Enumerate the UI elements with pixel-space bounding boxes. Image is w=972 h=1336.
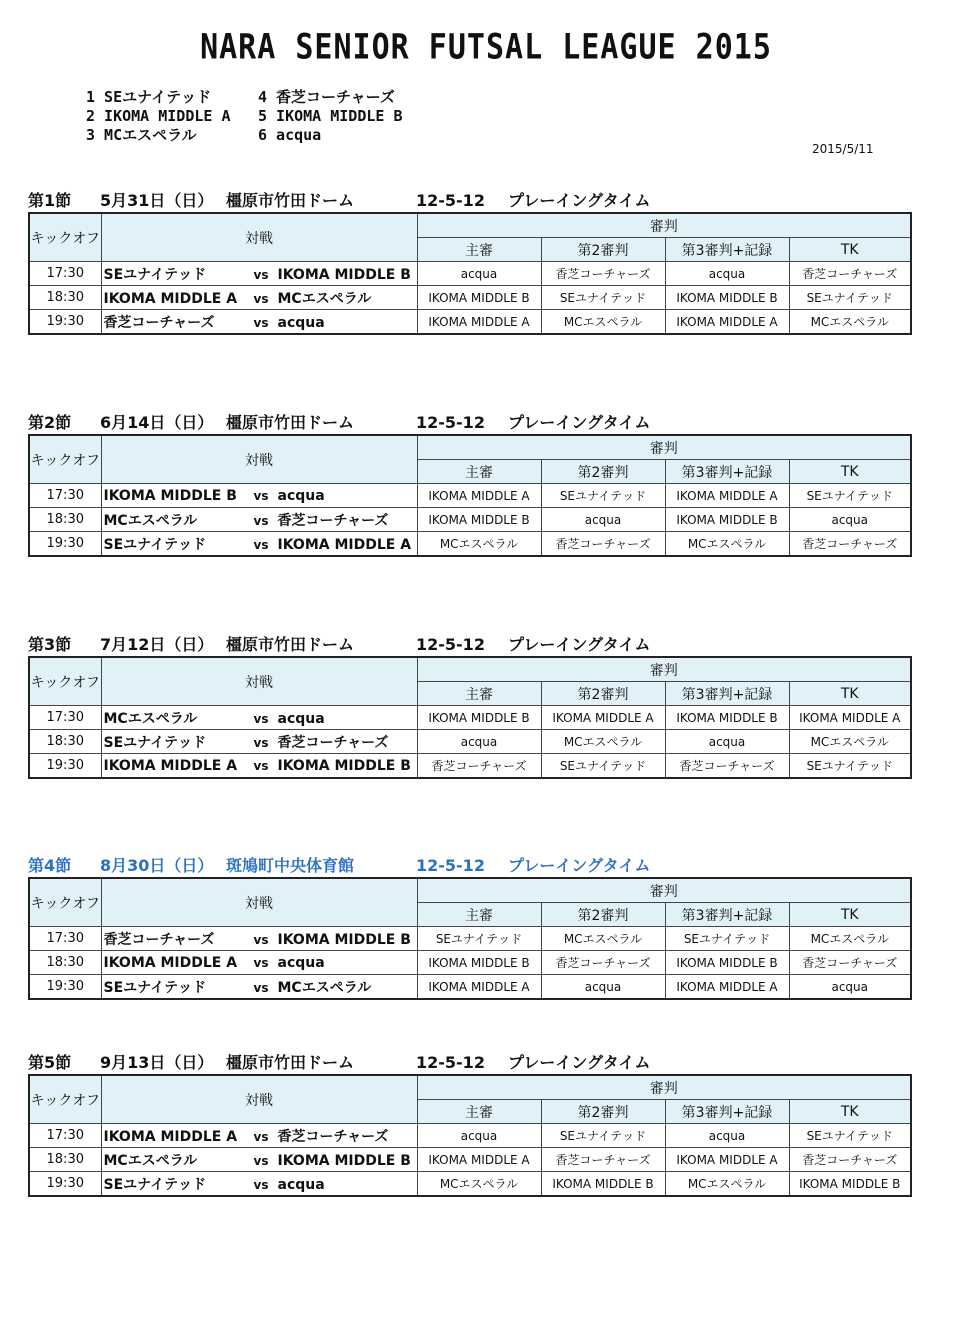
- main-referee: IKOMA MIDDLE B: [417, 706, 541, 730]
- home-team: MCエスペラル: [103, 512, 198, 529]
- third-referee: IKOMA MIDDLE B: [665, 508, 789, 532]
- table-row: [29, 927, 911, 951]
- away-team: IKOMA MIDDLE B: [277, 931, 411, 948]
- round-date: 6月14日（日）: [100, 413, 214, 432]
- away-team: IKOMA MIDDLE B: [277, 1152, 411, 1169]
- table-row: [29, 951, 911, 975]
- main-ref-header: 主審: [417, 238, 541, 262]
- tk-official: 香芝コーチャーズ: [789, 1148, 911, 1172]
- kickoff-header: キックオフ: [29, 878, 101, 927]
- main-ref-header: 主審: [417, 903, 541, 927]
- away-team: IKOMA MIDDLE B: [277, 266, 411, 283]
- main-ref-header: 主審: [417, 460, 541, 484]
- third-ref-header: 第3審判+記録: [665, 460, 789, 484]
- home-team: SEユナイテッド: [103, 536, 207, 553]
- vs-label: vs: [253, 932, 269, 947]
- second-referee: MCエスペラル: [541, 310, 665, 335]
- second-referee: IKOMA MIDDLE B: [541, 1172, 665, 1197]
- tk-header: TK: [789, 682, 911, 706]
- second-ref-header: 第2審判: [541, 1100, 665, 1124]
- match-cell: [101, 286, 417, 310]
- kickoff-header: キックオフ: [29, 657, 101, 706]
- team-list-right: [258, 88, 403, 145]
- third-referee: IKOMA MIDDLE A: [665, 1148, 789, 1172]
- round-number: 第1節: [28, 191, 72, 210]
- round-playtime: プレーイングタイム: [508, 856, 651, 875]
- main-referee: IKOMA MIDDLE B: [417, 951, 541, 975]
- home-team: 香芝コーチャーズ: [103, 314, 215, 331]
- kickoff-time: 19:30: [29, 1172, 101, 1197]
- kickoff-time: 17:30: [29, 706, 101, 730]
- third-referee: acqua: [665, 730, 789, 754]
- round-section: [28, 634, 910, 779]
- third-referee: IKOMA MIDDLE B: [665, 286, 789, 310]
- third-referee: 香芝コーチャーズ: [665, 754, 789, 779]
- third-referee: SEユナイテッド: [665, 927, 789, 951]
- third-ref-header: 第3審判+記録: [665, 238, 789, 262]
- second-referee: SEユナイテッド: [541, 754, 665, 779]
- table-row: [29, 262, 911, 286]
- round-header: [28, 1052, 910, 1074]
- round-header: [28, 634, 910, 656]
- vs-label: vs: [253, 735, 269, 750]
- tk-official: MCエスペラル: [789, 927, 911, 951]
- home-team: IKOMA MIDDLE A: [103, 1128, 238, 1145]
- third-referee: IKOMA MIDDLE B: [665, 951, 789, 975]
- second-referee: SEユナイテッド: [541, 286, 665, 310]
- header-row: [29, 878, 911, 903]
- kickoff-time: 17:30: [29, 484, 101, 508]
- away-team: IKOMA MIDDLE B: [277, 757, 411, 774]
- second-referee: IKOMA MIDDLE A: [541, 706, 665, 730]
- main-referee: IKOMA MIDDLE A: [417, 975, 541, 1000]
- home-team: 香芝コーチャーズ: [103, 931, 215, 948]
- away-team: 香芝コーチャーズ: [277, 512, 389, 529]
- kickoff-time: 18:30: [29, 1148, 101, 1172]
- vs-label: vs: [253, 267, 269, 282]
- main-ref-header: 主審: [417, 1100, 541, 1124]
- table-row: [29, 1172, 911, 1197]
- home-team: IKOMA MIDDLE A: [103, 757, 238, 774]
- home-team: MCエスペラル: [103, 710, 198, 727]
- home-team: IKOMA MIDDLE A: [103, 290, 238, 307]
- away-team: acqua: [277, 710, 325, 727]
- match-cell: [101, 310, 417, 335]
- schedule-table: [28, 877, 912, 1000]
- vs-label: vs: [253, 980, 269, 995]
- kickoff-time: 18:30: [29, 286, 101, 310]
- table-row: [29, 754, 911, 779]
- home-team: SEユナイテッド: [103, 1176, 207, 1193]
- referee-header: 審判: [417, 435, 911, 460]
- team-entry: 1 SEユナイテッド: [86, 88, 212, 106]
- third-referee: IKOMA MIDDLE A: [665, 310, 789, 335]
- referee-header: 審判: [417, 878, 911, 903]
- third-ref-header: 第3審判+記録: [665, 903, 789, 927]
- second-referee: SEユナイテッド: [541, 484, 665, 508]
- round-date: 5月31日（日）: [100, 191, 214, 210]
- tk-official: acqua: [789, 508, 911, 532]
- kickoff-header: キックオフ: [29, 1075, 101, 1124]
- team-entry: 2 IKOMA MIDDLE A: [86, 107, 231, 125]
- team-entry: 5 IKOMA MIDDLE B: [258, 107, 403, 125]
- match-cell: [101, 484, 417, 508]
- table-row: [29, 310, 911, 335]
- round-date: 8月30日（日）: [100, 856, 214, 875]
- home-team: IKOMA MIDDLE B: [103, 487, 237, 504]
- round-number: 第5節: [28, 1053, 72, 1072]
- round-playtime: プレーイングタイム: [508, 635, 651, 654]
- home-team: SEユナイテッド: [103, 266, 207, 283]
- second-referee: 香芝コーチャーズ: [541, 532, 665, 557]
- issue-date: 2015/5/11: [812, 142, 874, 156]
- team-entry: 4 香芝コーチャーズ: [258, 88, 395, 106]
- third-referee: MCエスペラル: [665, 532, 789, 557]
- main-referee: SEユナイテッド: [417, 927, 541, 951]
- kickoff-time: 17:30: [29, 927, 101, 951]
- vs-label: vs: [253, 1153, 269, 1168]
- header-row: [29, 657, 911, 682]
- round-section: [28, 190, 910, 335]
- kickoff-time: 19:30: [29, 754, 101, 779]
- second-ref-header: 第2審判: [541, 682, 665, 706]
- table-row: [29, 975, 911, 1000]
- home-team: SEユナイテッド: [103, 734, 207, 751]
- round-number: 第4節: [28, 856, 72, 875]
- table-row: [29, 508, 911, 532]
- match-cell: [101, 927, 417, 951]
- round-venue: 橿原市竹田ドーム: [226, 413, 355, 432]
- round-venue: 斑鳩町中央体育館: [226, 856, 355, 875]
- away-team: IKOMA MIDDLE A: [277, 536, 412, 553]
- round-venue: 橿原市竹田ドーム: [226, 635, 355, 654]
- kickoff-time: 18:30: [29, 508, 101, 532]
- round-number: 第2節: [28, 413, 72, 432]
- tk-official: SEユナイテッド: [789, 286, 911, 310]
- away-team: 香芝コーチャーズ: [277, 1128, 389, 1145]
- third-ref-header: 第3審判+記録: [665, 682, 789, 706]
- schedule-table: [28, 212, 912, 335]
- second-referee: SEユナイテッド: [541, 1124, 665, 1148]
- kickoff-time: 19:30: [29, 532, 101, 557]
- vs-label: vs: [253, 513, 269, 528]
- away-team: acqua: [277, 954, 325, 971]
- vs-label: vs: [253, 488, 269, 503]
- round-venue: 橿原市竹田ドーム: [226, 1053, 355, 1072]
- third-referee: IKOMA MIDDLE A: [665, 484, 789, 508]
- main-referee: IKOMA MIDDLE B: [417, 508, 541, 532]
- round-playtime: プレーイングタイム: [508, 191, 651, 210]
- tk-official: 香芝コーチャーズ: [789, 532, 911, 557]
- second-ref-header: 第2審判: [541, 460, 665, 484]
- second-ref-header: 第2審判: [541, 903, 665, 927]
- second-ref-header: 第2審判: [541, 238, 665, 262]
- kickoff-time: 19:30: [29, 310, 101, 335]
- main-referee: acqua: [417, 730, 541, 754]
- round-format: 12-5-12: [416, 856, 485, 875]
- kickoff-time: 18:30: [29, 951, 101, 975]
- away-team: acqua: [277, 1176, 325, 1193]
- third-ref-header: 第3審判+記録: [665, 1100, 789, 1124]
- match-cell: [101, 1124, 417, 1148]
- round-venue: 橿原市竹田ドーム: [226, 191, 355, 210]
- table-row: [29, 1124, 911, 1148]
- tk-header: TK: [789, 460, 911, 484]
- home-team: SEユナイテッド: [103, 979, 207, 996]
- second-referee: 香芝コーチャーズ: [541, 1148, 665, 1172]
- away-team: acqua: [277, 314, 325, 331]
- round-section: [28, 412, 910, 557]
- table-row: [29, 532, 911, 557]
- team-entry: 6 acqua: [258, 126, 322, 144]
- vs-label: vs: [253, 955, 269, 970]
- tk-header: TK: [789, 238, 911, 262]
- match-cell: [101, 730, 417, 754]
- match-cell: [101, 1148, 417, 1172]
- match-cell: [101, 1172, 417, 1197]
- tk-official: SEユナイテッド: [789, 484, 911, 508]
- round-date: 7月12日（日）: [100, 635, 214, 654]
- third-referee: acqua: [665, 1124, 789, 1148]
- match-header: 対戦: [101, 657, 417, 706]
- round-format: 12-5-12: [416, 191, 485, 210]
- tk-official: 香芝コーチャーズ: [789, 951, 911, 975]
- away-team: MCエスペラル: [277, 979, 372, 996]
- round-section: [28, 855, 910, 1000]
- header-row: [29, 213, 911, 238]
- schedule-table: [28, 1074, 912, 1197]
- kickoff-time: 17:30: [29, 1124, 101, 1148]
- main-referee: IKOMA MIDDLE A: [417, 484, 541, 508]
- away-team: 香芝コーチャーズ: [277, 734, 389, 751]
- tk-official: SEユナイテッド: [789, 754, 911, 779]
- third-referee: MCエスペラル: [665, 1172, 789, 1197]
- referee-header: 審判: [417, 657, 911, 682]
- round-section: [28, 1052, 910, 1197]
- vs-label: vs: [253, 758, 269, 773]
- main-referee: IKOMA MIDDLE B: [417, 286, 541, 310]
- round-date: 9月13日（日）: [100, 1053, 214, 1072]
- schedule-table: [28, 656, 912, 779]
- round-number: 第3節: [28, 635, 72, 654]
- kickoff-header: キックオフ: [29, 435, 101, 484]
- kickoff-time: 19:30: [29, 975, 101, 1000]
- table-row: [29, 1148, 911, 1172]
- main-referee: IKOMA MIDDLE A: [417, 1148, 541, 1172]
- home-team: IKOMA MIDDLE A: [103, 954, 238, 971]
- header-row: [29, 1075, 911, 1100]
- second-referee: MCエスペラル: [541, 730, 665, 754]
- referee-header: 審判: [417, 213, 911, 238]
- main-referee: MCエスペラル: [417, 532, 541, 557]
- round-header: [28, 855, 910, 877]
- third-referee: acqua: [665, 262, 789, 286]
- round-header: [28, 190, 910, 212]
- vs-label: vs: [253, 1129, 269, 1144]
- tk-official: SEユナイテッド: [789, 1124, 911, 1148]
- match-cell: [101, 508, 417, 532]
- round-playtime: プレーイングタイム: [508, 1053, 651, 1072]
- second-referee: 香芝コーチャーズ: [541, 262, 665, 286]
- table-row: [29, 286, 911, 310]
- page-title: NARA SENIOR FUTSAL LEAGUE 2015: [200, 27, 772, 68]
- vs-label: vs: [253, 537, 269, 552]
- schedule-table: [28, 434, 912, 557]
- team-list-left: [86, 88, 231, 145]
- away-team: MCエスペラル: [277, 290, 372, 307]
- referee-header: 審判: [417, 1075, 911, 1100]
- match-cell: [101, 754, 417, 779]
- team-entry: 3 MCエスペラル: [86, 126, 197, 144]
- match-cell: [101, 951, 417, 975]
- table-row: [29, 484, 911, 508]
- table-row: [29, 706, 911, 730]
- home-team: MCエスペラル: [103, 1152, 198, 1169]
- match-header: 対戦: [101, 878, 417, 927]
- third-referee: IKOMA MIDDLE B: [665, 706, 789, 730]
- third-referee: IKOMA MIDDLE A: [665, 975, 789, 1000]
- vs-label: vs: [253, 711, 269, 726]
- match-cell: [101, 706, 417, 730]
- tk-official: 香芝コーチャーズ: [789, 262, 911, 286]
- tk-official: IKOMA MIDDLE B: [789, 1172, 911, 1197]
- tk-official: MCエスペラル: [789, 730, 911, 754]
- match-header: 対戦: [101, 1075, 417, 1124]
- tk-header: TK: [789, 1100, 911, 1124]
- main-referee: acqua: [417, 262, 541, 286]
- second-referee: MCエスペラル: [541, 927, 665, 951]
- main-referee: IKOMA MIDDLE A: [417, 310, 541, 335]
- match-header: 対戦: [101, 435, 417, 484]
- vs-label: vs: [253, 315, 269, 330]
- round-playtime: プレーイングタイム: [508, 413, 651, 432]
- round-header: [28, 412, 910, 434]
- tk-official: MCエスペラル: [789, 310, 911, 335]
- vs-label: vs: [253, 1177, 269, 1192]
- kickoff-time: 17:30: [29, 262, 101, 286]
- second-referee: acqua: [541, 975, 665, 1000]
- round-format: 12-5-12: [416, 635, 485, 654]
- header-row: [29, 435, 911, 460]
- main-referee: 香芝コーチャーズ: [417, 754, 541, 779]
- main-referee: acqua: [417, 1124, 541, 1148]
- tk-header: TK: [789, 903, 911, 927]
- tk-official: IKOMA MIDDLE A: [789, 706, 911, 730]
- away-team: acqua: [277, 487, 325, 504]
- match-header: 対戦: [101, 213, 417, 262]
- second-referee: 香芝コーチャーズ: [541, 951, 665, 975]
- kickoff-time: 18:30: [29, 730, 101, 754]
- tk-official: acqua: [789, 975, 911, 1000]
- vs-label: vs: [253, 291, 269, 306]
- table-row: [29, 730, 911, 754]
- main-referee: MCエスペラル: [417, 1172, 541, 1197]
- second-referee: acqua: [541, 508, 665, 532]
- match-cell: [101, 532, 417, 557]
- round-format: 12-5-12: [416, 1053, 485, 1072]
- kickoff-header: キックオフ: [29, 213, 101, 262]
- match-cell: [101, 975, 417, 1000]
- main-ref-header: 主審: [417, 682, 541, 706]
- match-cell: [101, 262, 417, 286]
- round-format: 12-5-12: [416, 413, 485, 432]
